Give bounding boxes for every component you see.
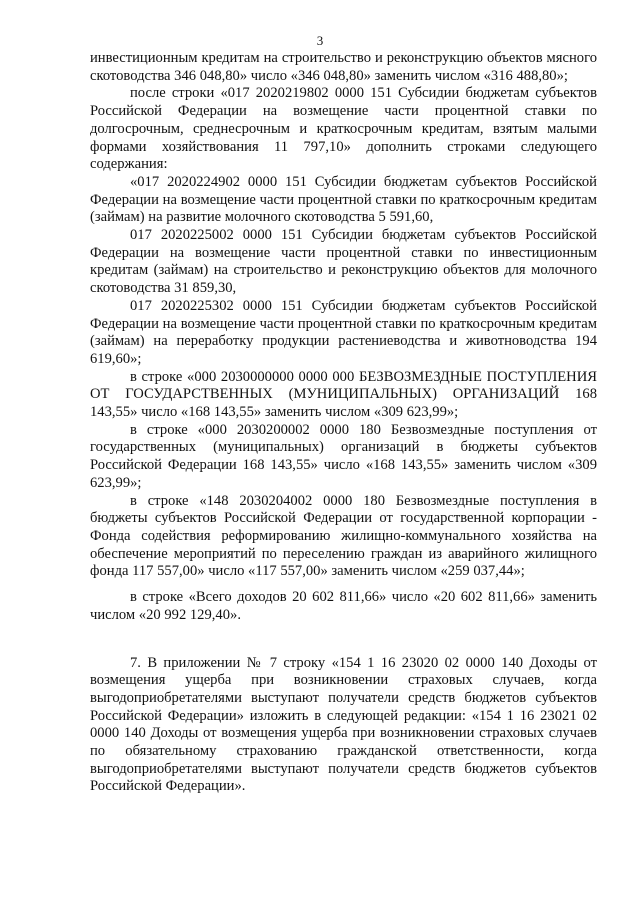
paragraph-continuation: инвестиционным кредитам на строительство и реконструкцию объектов мясного скотоводства 346 048,80» число «346 048,80» заменить числом «316 488,80»;: [90, 50, 597, 84]
paragraph-appendix-7: 7. В приложении № 7 строку «154 1 16 23020 02 0000 140 Доходы от возмещения ущерба при возникновении страховых случаев, когда выгодоприобретателями выступают получатели средств бюджетов субъектов Российской Федерации» изложить в следующей редакции: «154 1 16 23021 02 0000 140 Доходы от возмещения ущерба при возникновении страховых случаев по обязательному страхованию гражданской ответственности, когда выгодоприобретателями выступают получатели средств бюджетов субъектов Российской Федерации».: [90, 654, 597, 795]
paragraph-state-organizations: в строке «000 2030200002 0000 180 Безвозмездные поступления от государственных (муниципальных) организаций в бюджеты субъектов Российской Федерации 168 143,55» число «168 143,55» заменить числом «309 623,99»;: [90, 421, 597, 491]
paragraph-after-line: после строки «017 2020219802 0000 151 Субсидии бюджетам субъектов Российской Федерации на возмещение части процентной ставки по долгосрочным, среднесрочным и краткосрочным кредитам, взятым малыми формами хозяйствования 11 797,10» дополнить строками следующего содержания:: [90, 85, 597, 173]
paragraph-gratuitous-receipts: в строке «000 2030000000 0000 000 БЕЗВОЗМЕЗДНЫЕ ПОСТУПЛЕНИЯ ОТ ГОСУДАРСТВЕННЫХ (МУНИЦИПАЛЬНЫХ) ОРГАНИЗАЦИЙ 168 143,55» число «168 143,55» заменить числом «309 623,99»;: [90, 368, 597, 421]
paragraph-subsidy-31859: 017 2020225002 0000 151 Субсидии бюджетам субъектов Российской Федерации на возмещение части процентной ставки по инвестиционным кредитам (займам) на строительство и реконструкцию объектов для молочного скотоводства 31 859,30,: [90, 227, 597, 297]
paragraph-subsidy-194619: 017 2020225302 0000 151 Субсидии бюджетам субъектов Российской Федерации на возмещение части процентной ставки по краткосрочным кредитам (займам) на переработку продукции растениеводства и животноводства 194 619,60»;: [90, 297, 597, 367]
page-number: 3: [316, 33, 324, 48]
paragraph-housing-fund: в строке «148 2030204002 0000 180 Безвозмездные поступления в бюджеты субъектов Российской Федерации от государственной корпорации - Фонда содействия реформированию жилищно-коммунального хозяйства на обеспечение мероприятий по переселению граждан из аварийного жилищного фонда 117 557,00» число «117 557,00» заменить числом «259 037,44»;: [90, 492, 597, 580]
paragraph-subsidy-5591: «017 2020224902 0000 151 Субсидии бюджетам субъектов Российской Федерации на возмещение части процентной ставки по краткосрочным кредитам (займам) на развитие молочного скотоводства 5 591,60,: [90, 173, 597, 226]
paragraph-total-income: в строке «Всего доходов 20 602 811,66» число «20 602 811,66» заменить числом «20 992 129,40».: [90, 589, 597, 623]
document-body: [90, 50, 597, 796]
